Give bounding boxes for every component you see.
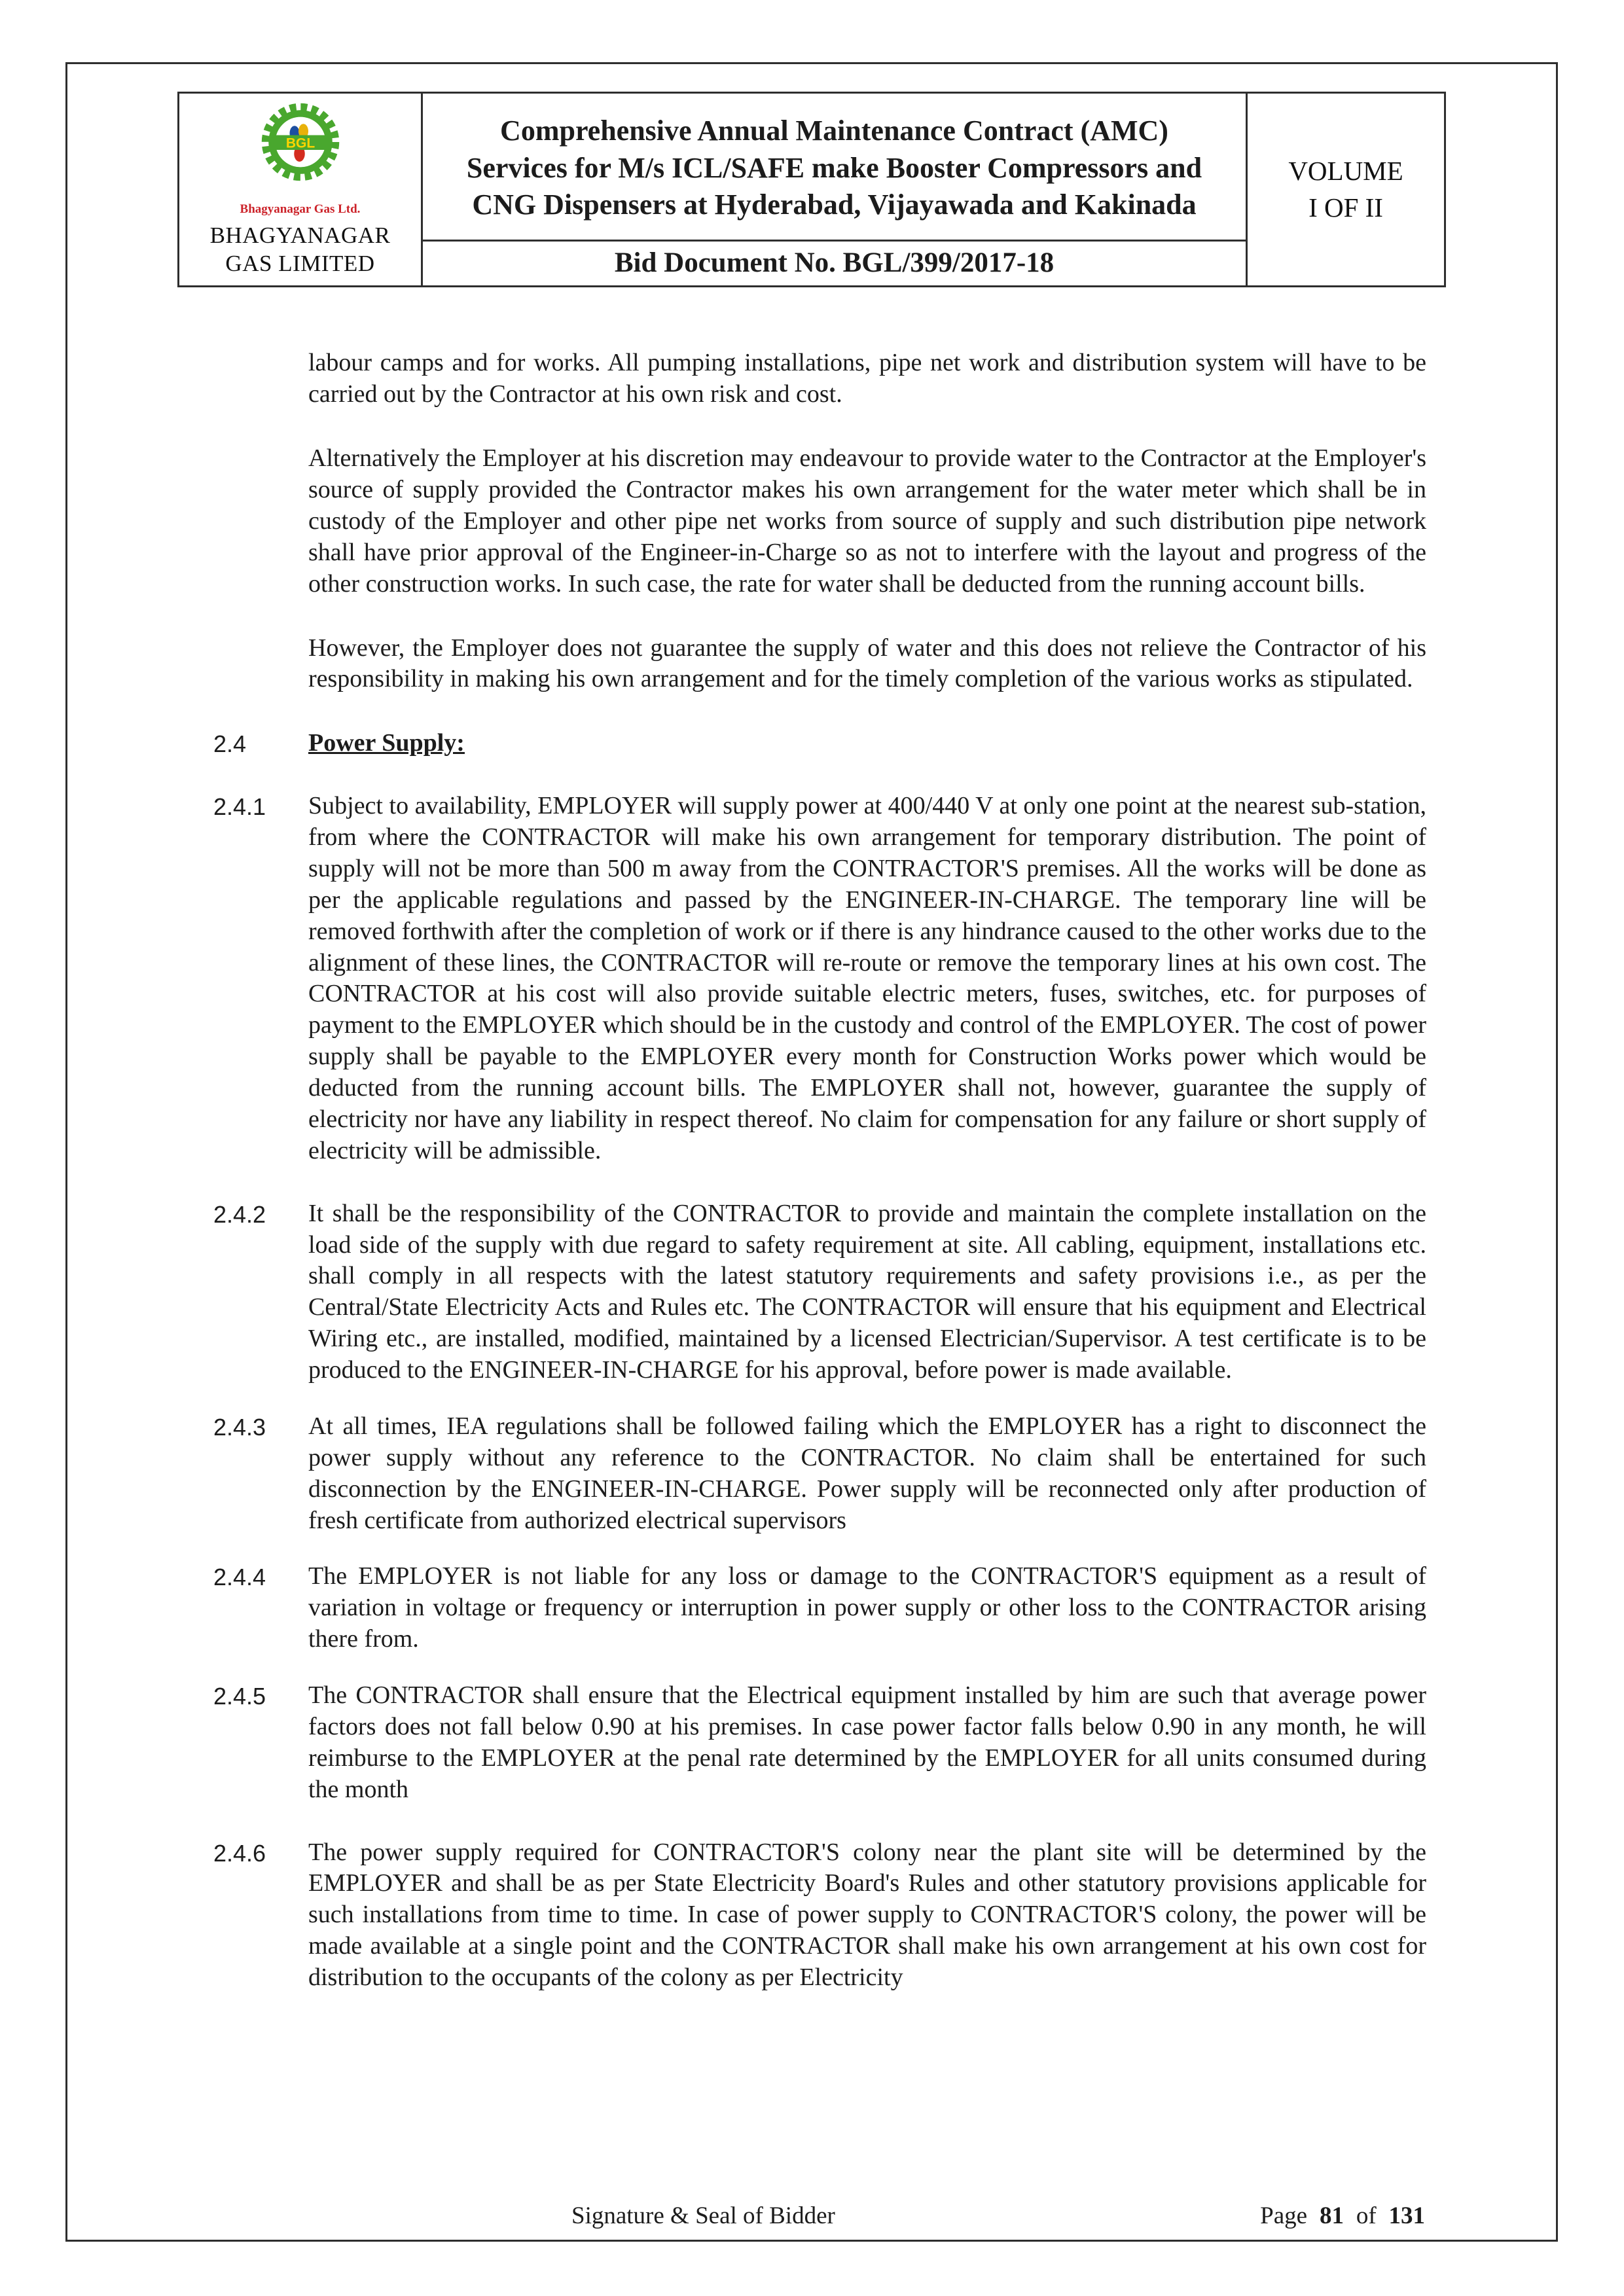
section-2-4-1 <box>213 791 1426 1167</box>
section-2-4-2 <box>213 1198 1426 1386</box>
section-text: Subject to availability, EMPLOYER will supply power at 400/440 V at only one point at the nearest sub-station, from where the CONTRACTOR will make his own arrangement for temporary distribution. The point of supply will not be more than 500 m away from the CONTRACTOR'S premises. All the works will be done as per the applicable regulations and passed by the ENGINEER-IN-CHARGE. The temporary line will be removed forthwith after the completion of work or if there is any hindrance caused to the other works due to the alignment of these lines, the CONTRACTOR will re-route or remove the temporary lines at his own cost. The CONTRACTOR at his cost will also provide suitable electric meters, fuses, switches, etc. for purposes of payment to the EMPLOYER which should be in the custody and control of the EMPLOYER. The cost of power supply shall be payable to the EMPLOYER every month for Construction Works power which would be deducted from the running account bills. The EMPLOYER shall not, however, guarantee the supply of electricity nor have any liability in respect thereof. No claim for compensation for any failure or short supply of electricity will be admissible. <box>308 792 1426 1164</box>
section-text: The EMPLOYER is not liable for any loss or damage to the CONTRACTOR'S equipment as a result of variation in voltage or frequency or interruption in power supply or other loss to the CONTRACTOR arising there from. <box>308 1562 1426 1653</box>
of-label: of <box>1356 2202 1377 2229</box>
company-name-line2: GAS LIMITED <box>225 250 375 276</box>
section-2-4-6 <box>213 1837 1426 1994</box>
page-border <box>65 62 1558 2242</box>
page-label: Page <box>1260 2202 1308 2229</box>
page-content <box>67 64 1556 2240</box>
section-text: At all times, IEA regulations shall be followed failing which the EMPLOYER has a right to disconnect the power supply without any reference to the CONTRACTOR. No claim shall be entertained for such disconnection by the ENGINEER-IN-CHARGE. Power supply will be reconnected only after production of fresh certificate from authorized electrical supervisors <box>308 1412 1426 1534</box>
volume-cell <box>1248 94 1444 285</box>
paragraph-continuation: labour camps and for works. All pumping installations, pipe net work and distribution system will have to be carried out by the Contractor at his own risk and cost. <box>308 349 1426 408</box>
document-title: Comprehensive Annual Maintenance Contract (AMC) Services for M/s ICL/SAFE make Booster Compressors and CNG Dispensers at Hyderabad, Vijayawada and Kakinada <box>466 115 1202 221</box>
paragraph-water-alternative: Alternatively the Employer at his discretion may endeavour to provide water to the Contractor at the Employer's source of supply provided the Contractor makes his own arrangement for the water meter which shall be in custody of the Employer and other pipe net works from source of supply and such distribution pipe network shall have prior approval of the Engineer-in-Charge so as not to interfere with the layout and progress of the other construction works. In such case, the rate for water shall be deducted from the running account bills. <box>308 444 1426 598</box>
title-cell <box>423 94 1248 285</box>
header-table <box>177 92 1446 287</box>
svg-text:BGL: BGL <box>285 135 315 151</box>
section-number: 2.4.3 <box>213 1413 266 1441</box>
section-heading-2-4 <box>213 728 1426 759</box>
document-body <box>177 348 1446 1994</box>
total-pages: 131 <box>1388 2202 1425 2229</box>
section-title: Power Supply: <box>308 729 465 757</box>
page-footer <box>67 2202 1556 2237</box>
bid-document-number: Bid Document No. BGL/399/2017-18 <box>423 240 1246 285</box>
section-number: 2.4.5 <box>213 1683 266 1710</box>
company-name-line1: BHAGYANAGAR <box>209 223 391 248</box>
section-number: 2.4.4 <box>213 1564 266 1591</box>
bgl-gear-logo-icon <box>251 103 350 201</box>
section-number: 2.4 <box>213 730 247 758</box>
signature-seal-label: Signature & Seal of Bidder <box>571 2202 835 2229</box>
section-2-4-4 <box>213 1561 1426 1655</box>
section-text: It shall be the responsibility of the CONTRACTOR to provide and maintain the complete installation on the load side of the supply with due regard to safety requirement at site. All cabling, equipment, installations etc. shall comply in all respects with the latest statutory requirements and safety provisions i.e., as per the Central/State Electricity Acts and Rules etc. The CONTRACTOR will ensure that his equipment and Electrical Wiring etc., are installed, modified, maintained by a licensed Electrician/Supervisor. A test certificate is to be produced to the ENGINEER-IN-CHARGE for his approval, before power is made available. <box>308 1199 1426 1384</box>
section-2-4-5 <box>213 1680 1426 1806</box>
section-number: 2.4.2 <box>213 1200 266 1228</box>
logo-caption: Bhagyanagar Gas Ltd. <box>240 202 361 216</box>
page-number-indicator <box>1260 2202 1425 2230</box>
current-page-number: 81 <box>1319 2202 1344 2229</box>
paragraph-water-guarantee: However, the Employer does not guarantee the supply of water and this does not relieve the Contractor of his responsibility in making his own arrangement and for the timely completion of the various works as stipulated. <box>308 634 1426 693</box>
company-name <box>210 222 391 278</box>
section-number: 2.4.6 <box>213 1839 266 1867</box>
section-text: The CONTRACTOR shall ensure that the Electrical equipment installed by him are such that average power factors does not fall below 0.90 at his premises. In case power factor falls below 0.90 in any month, he will reimburse to the EMPLOYER at the penal rate determined by the EMPLOYER for all units consumed during the month <box>308 1681 1426 1803</box>
volume-line2: I OF II <box>1308 192 1383 223</box>
volume-line1: VOLUME <box>1288 156 1403 187</box>
logo-cell <box>179 94 423 285</box>
section-number: 2.4.1 <box>213 793 266 821</box>
section-2-4-3 <box>213 1411 1426 1537</box>
section-text: The power supply required for CONTRACTOR'S colony near the plant site will be determined by the EMPLOYER and shall be as per State Electricity Board's Rules and other statutory provisions applicable for such installations from time to time. In case of power supply to CONTRACTOR'S colony, the power will be made available at a single point and the CONTRACTOR shall make his own arrangement at his own cost for distribution to the occupants of the colony as per Electricity <box>308 1838 1426 1991</box>
